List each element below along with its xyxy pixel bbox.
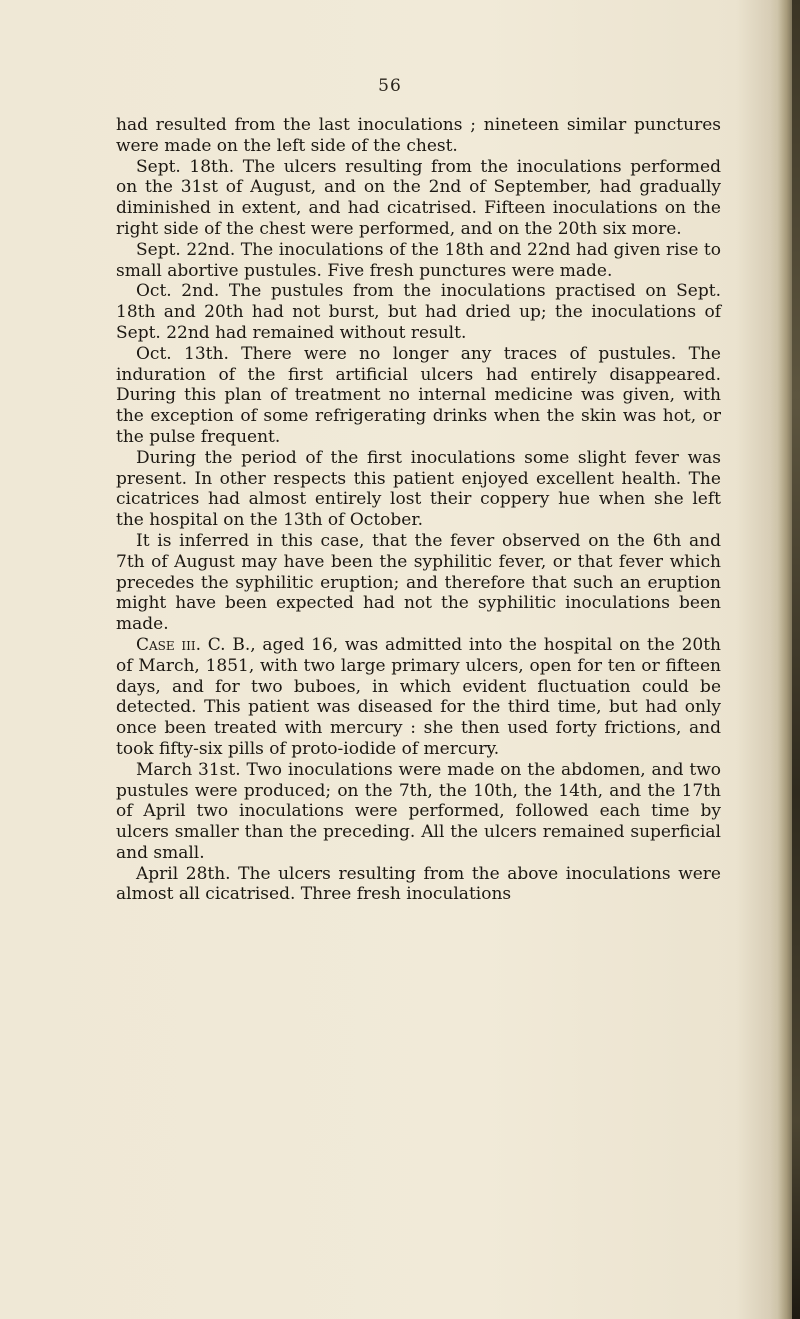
page-number: 56 (378, 76, 402, 96)
paragraph: Sept. 22nd. The inoculations of the 18th and 22nd had given rise to small abortive pustules. Five fresh punctures were made. (116, 239, 721, 281)
paragraph: April 28th. The ulcers resulting from the above inoculations were almost all cicatrised. Three fresh inoculations (116, 863, 721, 905)
case-heading: Case iii. (136, 634, 202, 655)
paragraph: March 31st. Two inoculations were made on the abdomen, and two pustules were produced; on the 7th, the 10th, the 14th, and the 17th of April two inoculations were performed, followed each time by ulcers smaller than the preceding. All the ulcers remained superficial and small. (116, 759, 721, 863)
paragraph: During the period of the first inoculations some slight fever was present. In other respects this patient enjoyed excellent health. The cicatrices had almost entirely lost their coppery hue when she left the hospital on the 13th of October. (116, 447, 721, 531)
paragraph: It is inferred in this case, that the fever observed on the 6th and 7th of August may have been the syphilitic fever, or that fever which precedes the syphilitic eruption; and therefore that such an eruption might have been expected had not the syphilitic inoculations been made. (116, 530, 721, 635)
paragraph-text: C. B., aged 16, was admitted into the hospital on the 20th of March, 1851, with two large primary ulcers, open for ten or fifteen days, and for two buboes, in which evident fluctuation could be detected. This patient was diseased for the third time, but had only once been treated with mercury : she then used forty frictions, and took fifty-six pills of proto-iodide of mercury. (116, 634, 721, 759)
paragraph: Oct. 2nd. The pustules from the inoculations practised on Sept. 18th and 20th had not burst, but had dried up; the inoculations of Sept. 22nd had remained without result. (116, 281, 721, 343)
paragraph: Sept. 18th. The ulcers resulting from the inoculations performed on the 31st of August, and on the 2nd of September, had gradually diminished in extent, and had cicatrised. Fifteen inoculations on the right side of the chest were performed, and on the 20th six more. (116, 156, 721, 239)
book-gutter-edge (792, 0, 800, 1319)
paragraph (116, 635, 721, 760)
paragraph: had resulted from the last inoculations ; nineteen similar punctures were made on the left side of the chest. (116, 115, 721, 156)
paragraph: Oct. 13th. There were no longer any traces of pustules. The induration of the first artificial ulcers had entirely disappeared. During this plan of treatment no internal medicine was given, with the exception of some refrigerating drinks when the skin was hot, or the pulse frequent. (116, 343, 721, 447)
body-text (116, 115, 721, 905)
